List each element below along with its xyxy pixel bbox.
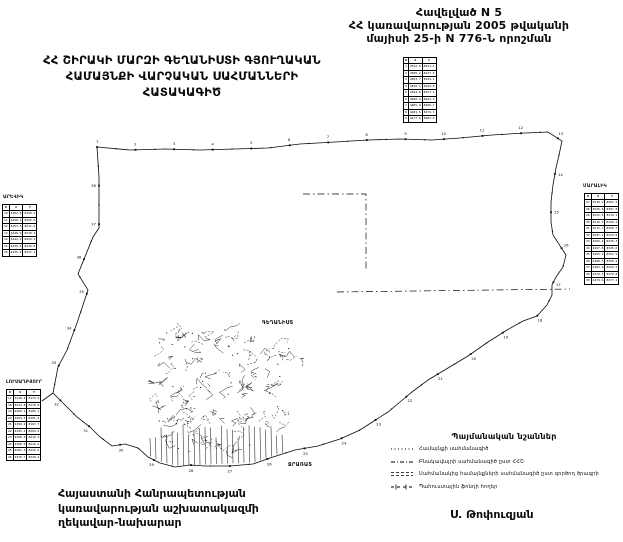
annex-line-3: մայիսի 25-ի N 776-Ն որոշման	[366, 32, 552, 45]
svg-text:29: 29	[149, 462, 154, 468]
svg-text:20: 20	[471, 355, 477, 361]
svg-text:5: 5	[249, 140, 253, 146]
legend-items	[390, 445, 618, 491]
coord-table-left-caption: ԱՐԵՎԻԿ	[3, 195, 24, 200]
settlement-parcels	[148, 323, 304, 466]
svg-text:38: 38	[91, 182, 96, 188]
annex-line-2: ՀՀ կառավարության 2005 թվականի	[348, 19, 570, 32]
legend-symbol-dots	[390, 445, 414, 453]
svg-text:22: 22	[407, 398, 413, 404]
svg-text:8: 8	[365, 131, 368, 137]
svg-text:11: 11	[479, 127, 485, 133]
svg-text:12: 12	[518, 124, 524, 130]
svg-text:23: 23	[376, 421, 382, 427]
svg-text:32: 32	[54, 401, 59, 407]
svg-text:27: 27	[227, 468, 233, 474]
title-line-3: ՀԱՏԱԿԱԳԻԾ	[142, 85, 222, 99]
svg-text:30: 30	[118, 447, 124, 453]
legend-item-label: Բնակավայրի սահմանագիծ ըստ ՀՀՇ	[419, 458, 525, 465]
svg-text:35: 35	[79, 289, 84, 295]
boundary-points-and-numbers	[52, 125, 570, 474]
coordinate-table: N X Y 1 4512.6 8231.4 2 4508.2 8237.9 3 4503.7 8244.1 4 4499.3 8250.8 5 4494.8 8257.2 6 4490.4 8263.5 7 4485.9 8269.7 8 4481.5 8276.3 9 4477.0 8282.6	[403, 57, 437, 123]
svg-text:28: 28	[188, 467, 194, 473]
svg-text:31: 31	[83, 427, 89, 433]
legend-symbol-double	[390, 470, 414, 478]
svg-text:3: 3	[173, 140, 176, 146]
signature-line-1: Հայաստանի Հանրապետության	[58, 487, 246, 500]
legend-item	[390, 458, 618, 466]
svg-text:10: 10	[441, 130, 447, 136]
svg-text:33: 33	[51, 360, 57, 366]
legend-title: Պայմանական նշաններ	[451, 432, 557, 441]
coordinate-table: N X Y 10 4462.8 8199.3 11 4458.1 8205.6 12 4453.5 8211.9 13 4448.9 8218.2 14 4444.2 8224.5 15 4439.6 8230.8 16 4435.0 8237.1	[2, 204, 37, 257]
signature-block	[58, 487, 259, 531]
legend-item-label: Սահմանակից համայնքների սահմանագիծ ըստ գործող ծրագրի	[419, 471, 599, 477]
coord-table-bottom-left-caption: ԼՈՒՍԱՂԲՅՈՒՐ	[6, 380, 43, 385]
annex-line-1: Հավելված N 5	[415, 6, 503, 19]
svg-text:24: 24	[341, 440, 347, 446]
svg-text:1: 1	[96, 138, 99, 144]
svg-text:34: 34	[66, 325, 72, 331]
coord-table-bottom-left	[6, 389, 41, 461]
svg-text:7: 7	[326, 134, 330, 140]
coord-table-left	[2, 204, 37, 257]
legend-item	[390, 445, 618, 453]
title-line-2: ՀԱՄԱՅՆՔԻ ՎԱՐՉԱԿԱՆ ՍԱՀՄԱՆՆԵՐԻ	[65, 69, 299, 83]
svg-text:13: 13	[558, 130, 564, 136]
title-line-1: ՀՀ ՇԻՐԱԿԻ ՄԱՐԶԻ ԳԵՂԱՆԻՍՏԻ ԳՅՈՒՂԱԿԱՆ	[43, 53, 321, 67]
legend-item	[390, 470, 618, 478]
svg-text:25: 25	[303, 450, 308, 456]
svg-text:18: 18	[537, 317, 543, 323]
signature-line-2: կառավարության աշխատակազմի	[58, 501, 259, 515]
boundary-geometry	[42, 132, 570, 467]
map-legend	[390, 432, 618, 495]
svg-text:19: 19	[503, 334, 509, 340]
svg-text:4: 4	[211, 141, 214, 147]
coordinate-table: N X Y 17 4418.4 8172.5 18 4413.8 8178.8 19 4409.1 8185.1 20 4404.5 8191.4 21 4399.9 8197.7 22 4395.2 8204.0 23 4390.6 8210.3 24 4386.0 8216.6 25 4381.3 8222.9 26 4376.7 8229.2	[6, 389, 41, 461]
svg-text:36: 36	[76, 254, 82, 260]
legend-symbol-dashed	[390, 483, 414, 491]
svg-text:21: 21	[438, 376, 443, 382]
annex-header	[300, 6, 618, 45]
legend-item-label: Համայնքի սահմանագիծ	[419, 446, 489, 452]
settlement-label: ԳԵՂԱՆԻՍՏ	[262, 320, 294, 326]
svg-text:14: 14	[557, 172, 563, 178]
svg-text:2: 2	[134, 141, 137, 147]
coordinate-table: N X Y 27 4530.2 8301.5 28 4525.6 8307.8 29 4521.0 8314.1 30 4516.3 8320.4 31 4511.7 8326.7 32 4507.1 8333.0 33 4502.4 8339.3 34 4497.8 8345.6 35 4493.2 8351.9 36 4488.5 8358.2 37 4483.9 8364.5 38 4479.3 8370.8 39 4474.6 8377.1	[584, 193, 619, 285]
svg-text:17: 17	[555, 281, 561, 287]
legend-item-label: Պահուստային ֆոնդի հողեր	[419, 483, 498, 490]
signatory-name: Ս. Թոփուզյան	[450, 508, 534, 521]
page-title	[28, 52, 336, 100]
signature-line-3: ղեկավար-նախարար	[58, 516, 182, 529]
svg-text:16: 16	[563, 242, 569, 248]
svg-text:6: 6	[287, 137, 291, 143]
neighbor-label-south: ՋՐԱՌԱՏ	[288, 462, 313, 468]
coord-table-top-right	[403, 57, 437, 123]
svg-text:26: 26	[266, 461, 272, 467]
svg-text:37: 37	[91, 221, 96, 227]
legend-item	[390, 483, 618, 491]
svg-text:15: 15	[554, 209, 559, 215]
legend-symbol-dashdot	[390, 458, 414, 466]
coord-table-right-caption: ՄԱՐԱԼԻԿ	[583, 184, 607, 189]
svg-text:9: 9	[404, 130, 407, 136]
coord-table-right	[584, 193, 619, 285]
